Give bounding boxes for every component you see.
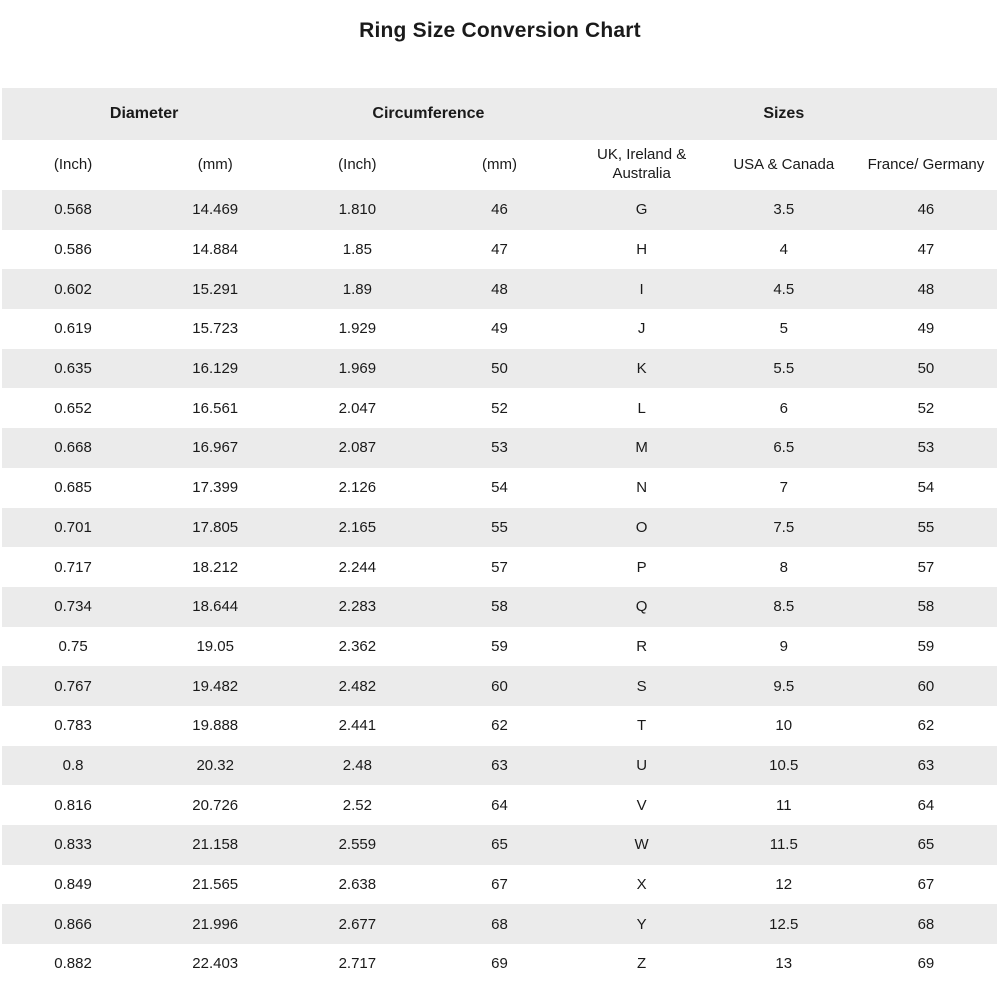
table-cell: 7.5	[773, 518, 795, 536]
table-cell: 2.244	[338, 558, 377, 576]
table-row	[2, 666, 997, 706]
table-cell: 18.644	[192, 598, 239, 616]
table-row	[2, 547, 997, 587]
table-cell: 10.5	[769, 756, 799, 774]
table-cell: 1.929	[338, 320, 377, 338]
table-row	[2, 627, 997, 667]
table-cell: 11	[775, 796, 792, 814]
column-header-france-germany: France/ Germany	[855, 140, 997, 190]
table-cell: 67	[917, 876, 935, 894]
table-cell: 5	[779, 320, 788, 338]
column-header-usa-canada: USA & Canada	[713, 140, 855, 190]
table-cell: 9.5	[773, 677, 795, 695]
table-cell: 12	[775, 876, 793, 894]
table-row	[2, 349, 997, 389]
table-cell: 63	[917, 756, 935, 774]
table-cell: 64	[491, 796, 508, 814]
table-cell: 69	[491, 955, 508, 973]
column-header-diameter-mm: (mm)	[144, 140, 286, 190]
table-cell: 47	[491, 241, 508, 259]
table-cell: 0.767	[54, 677, 92, 695]
table-cell: 55	[917, 518, 935, 536]
table-row	[2, 190, 997, 230]
table-cell: 14.469	[192, 201, 239, 219]
table-cell: 2.48	[342, 756, 372, 774]
table-cell: 17.399	[192, 479, 239, 497]
group-header-sizes: Sizes	[571, 88, 997, 140]
table-cell: 2.047	[338, 399, 377, 417]
table-cell: 2.482	[338, 677, 377, 695]
table-cell: 65	[917, 836, 935, 854]
table-cell: 47	[917, 241, 935, 259]
table-cell: 63	[491, 756, 508, 774]
table-cell: 59	[917, 637, 935, 655]
table-row	[2, 388, 997, 428]
table-cell: 2.087	[338, 439, 377, 457]
table-cell: 0.816	[54, 796, 92, 814]
table-cell: S	[636, 677, 647, 695]
table-cell: 0.717	[54, 558, 92, 576]
group-header-circumference: Circumference	[286, 88, 570, 140]
table-cell: 57	[917, 558, 935, 576]
table-cell: 0.75	[58, 637, 88, 655]
table-cell: 1.85	[342, 241, 372, 259]
table-cell: L	[637, 399, 646, 417]
table-cell: 0.701	[54, 518, 92, 536]
table-cell: 7	[779, 479, 788, 497]
table-cell: 10	[775, 717, 793, 735]
table-cell: 50	[491, 360, 508, 378]
table-cell: 2.677	[338, 915, 377, 933]
table-cell: 4.5	[773, 280, 795, 298]
table-cell: 68	[917, 915, 935, 933]
table-cell: 0.668	[54, 439, 92, 457]
table-cell: 2.717	[338, 955, 377, 973]
table-cell: I	[639, 280, 644, 298]
table-cell: 0.586	[54, 241, 92, 259]
table-row	[2, 904, 997, 944]
table-cell: 64	[917, 796, 935, 814]
table-cell: 58	[491, 598, 508, 616]
table-cell: 46	[917, 201, 935, 219]
table-cell: 2.362	[338, 637, 377, 655]
column-header-diameter-inch: (Inch)	[2, 140, 144, 190]
table-cell: 62	[491, 717, 508, 735]
table-cell: 22.403	[192, 955, 239, 973]
table-cell: 21.565	[192, 876, 239, 894]
table-cell: 62	[917, 717, 935, 735]
table-cell: 48	[491, 280, 508, 298]
table-row	[2, 468, 997, 508]
table-cell: 53	[917, 439, 935, 457]
table-row	[2, 706, 997, 746]
table-cell: 15.723	[192, 320, 239, 338]
table-cell: 0.568	[54, 201, 92, 219]
table-cell: 1.810	[338, 201, 377, 219]
table-row	[2, 428, 997, 468]
table-cell: Y	[636, 915, 647, 933]
table-cell: R	[636, 637, 648, 655]
table-cell: 21.996	[192, 915, 239, 933]
table-cell: M	[635, 439, 648, 457]
table-cell: Z	[637, 955, 647, 973]
table-cell: 11.5	[769, 836, 798, 854]
table-cell: 0.652	[54, 399, 92, 417]
table-cell: 52	[917, 399, 935, 417]
table-cell: 57	[491, 558, 508, 576]
table-cell: J	[637, 320, 646, 338]
table-row	[2, 230, 997, 270]
table-cell: 50	[917, 360, 935, 378]
table-cell: X	[636, 876, 647, 894]
group-header-row	[2, 88, 997, 140]
table-row	[2, 785, 997, 825]
table-cell: 0.833	[54, 836, 92, 854]
table-cell: V	[636, 796, 647, 814]
table-cell: P	[636, 558, 647, 576]
table-cell: 16.561	[192, 399, 239, 417]
table-row	[2, 944, 997, 984]
table-cell: 2.283	[338, 598, 377, 616]
table-cell: 1.89	[342, 280, 372, 298]
table-row	[2, 269, 997, 309]
table-cell: K	[636, 360, 647, 378]
table-cell: 17.805	[192, 518, 239, 536]
table-row	[2, 825, 997, 865]
table-cell: 20.32	[196, 756, 234, 774]
table-cell: G	[635, 201, 648, 219]
table-cell: 18.212	[192, 558, 239, 576]
table-cell: 60	[917, 677, 935, 695]
table-cell: 0.619	[54, 320, 92, 338]
page-title: Ring Size Conversion Chart	[359, 19, 641, 42]
table-cell: 2.559	[338, 836, 377, 854]
table-cell: 52	[491, 399, 508, 417]
table-cell: T	[637, 717, 647, 735]
table-cell: 55	[491, 518, 508, 536]
table-cell: 12.5	[769, 915, 799, 933]
table-cell: Q	[635, 598, 648, 616]
sub-header-row	[2, 140, 997, 190]
table-cell: 2.441	[338, 717, 377, 735]
table-cell: 19.05	[196, 637, 234, 655]
table-cell: 6.5	[773, 439, 795, 457]
table-cell: 3.5	[773, 201, 795, 219]
table-cell: 16.129	[192, 360, 239, 378]
table-cell: 16.967	[192, 439, 239, 457]
table-row	[2, 865, 997, 905]
table-cell: 15.291	[192, 280, 239, 298]
table-cell: 19.888	[192, 717, 239, 735]
table-cell: 1.969	[338, 360, 377, 378]
table-cell: 20.726	[192, 796, 239, 814]
table-cell: 46	[491, 201, 508, 219]
table-cell: 2.638	[338, 876, 377, 894]
table-cell: H	[636, 241, 648, 259]
group-header-diameter: Diameter	[2, 88, 286, 140]
table-body	[2, 190, 997, 984]
table-cell: 59	[491, 637, 508, 655]
table-cell: 6	[779, 399, 788, 417]
table-cell: 48	[917, 280, 935, 298]
table-row	[2, 508, 997, 548]
table-cell: 8.5	[773, 598, 795, 616]
table-cell: 0.8	[62, 756, 84, 774]
table-cell: 0.635	[54, 360, 92, 378]
table-cell: 5.5	[773, 360, 795, 378]
table-cell: 0.685	[54, 479, 92, 497]
table-cell: 2.52	[342, 796, 372, 814]
table-cell: 54	[491, 479, 508, 497]
table-cell: 0.783	[54, 717, 92, 735]
ring-size-table	[2, 88, 997, 984]
column-header-circumference-mm: (mm)	[428, 140, 570, 190]
table-row	[2, 309, 997, 349]
table-header	[2, 88, 997, 190]
table-cell: 21.158	[192, 836, 239, 854]
table-cell: 53	[491, 439, 508, 457]
table-cell: 2.165	[338, 518, 377, 536]
table-cell: 58	[917, 598, 935, 616]
table-row	[2, 746, 997, 786]
table-cell: 54	[917, 479, 935, 497]
table-cell: O	[635, 518, 648, 536]
table-cell: 14.884	[192, 241, 239, 259]
table-cell: 2.126	[338, 479, 377, 497]
table-cell: 13	[775, 955, 793, 973]
table-cell: 67	[491, 876, 508, 894]
table-cell: W	[634, 836, 649, 854]
table-cell: 0.882	[54, 955, 92, 973]
table-cell: 68	[491, 915, 508, 933]
table-cell: 49	[917, 320, 935, 338]
table-cell: 0.849	[54, 876, 92, 894]
table-cell: 69	[917, 955, 935, 973]
column-header-circumference-inch: (Inch)	[286, 140, 428, 190]
table-cell: 4	[779, 241, 788, 259]
table-row	[2, 587, 997, 627]
table-cell: 9	[779, 637, 788, 655]
table-cell: N	[636, 479, 648, 497]
table-cell: U	[636, 756, 648, 774]
table-cell: 8	[779, 558, 788, 576]
column-header-uk-ireland-australia: UK, Ireland & Australia	[571, 140, 713, 190]
table-cell: 19.482	[192, 677, 239, 695]
table-cell: 0.602	[54, 280, 92, 298]
table-cell: 65	[491, 836, 508, 854]
table-cell: 60	[491, 677, 508, 695]
table-cell: 0.866	[54, 915, 92, 933]
table-cell: 0.734	[54, 598, 92, 616]
table-cell: 49	[491, 320, 508, 338]
